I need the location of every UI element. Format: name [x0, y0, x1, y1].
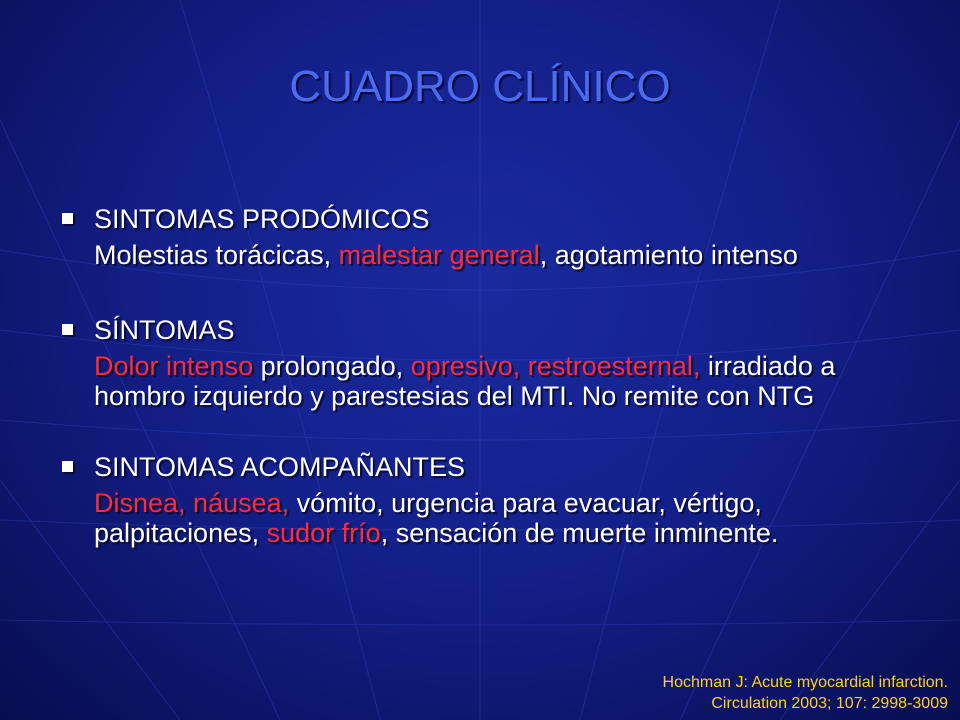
slide-content [60, 203, 920, 548]
reference-line: Hochman J: Acute myocardial infarction. [662, 674, 948, 691]
text-run: prolongado, [253, 351, 411, 381]
square-bullet-icon [62, 461, 73, 472]
highlight-text-run: Disnea, náusea, [94, 488, 290, 518]
section-body [60, 351, 920, 411]
highlight-text-run: opresivo, restroesternal, [410, 351, 701, 381]
section-heading: SINTOMAS PRODÓMICOS [94, 204, 430, 234]
text-run: , agotamiento intenso [539, 240, 798, 270]
section-heading: SINTOMAS ACOMPAÑANTES [94, 452, 466, 482]
text-run: Molestias torácicas, [94, 240, 339, 270]
reference-citation [663, 672, 948, 714]
square-bullet-icon [62, 213, 73, 224]
reference-line: Circulation 2003; 107: 2998-3009 [711, 695, 948, 712]
text-run: vómito, urgencia para evacuar, vértigo, palpitaciones, [94, 488, 762, 548]
section-body [60, 488, 920, 548]
section-heading: SÍNTOMAS [94, 315, 235, 345]
section-symptoms [60, 314, 920, 411]
text-run: irradiado a hombro izquierdo y parestesias del MTI. No remite con NTG [94, 351, 836, 411]
highlight-text-run: Dolor intenso [94, 351, 254, 381]
highlight-text-run: sudor frío [266, 518, 381, 548]
square-bullet-icon [62, 324, 73, 335]
slide-title: CUADRO CLÍNICO [289, 62, 671, 111]
text-run: , sensación de muerte inminente. [380, 518, 779, 548]
section-accompanying-symptoms [60, 451, 920, 548]
highlight-text-run: malestar general [338, 240, 540, 270]
section-body [60, 240, 920, 270]
section-prodromal-symptoms [60, 203, 920, 270]
